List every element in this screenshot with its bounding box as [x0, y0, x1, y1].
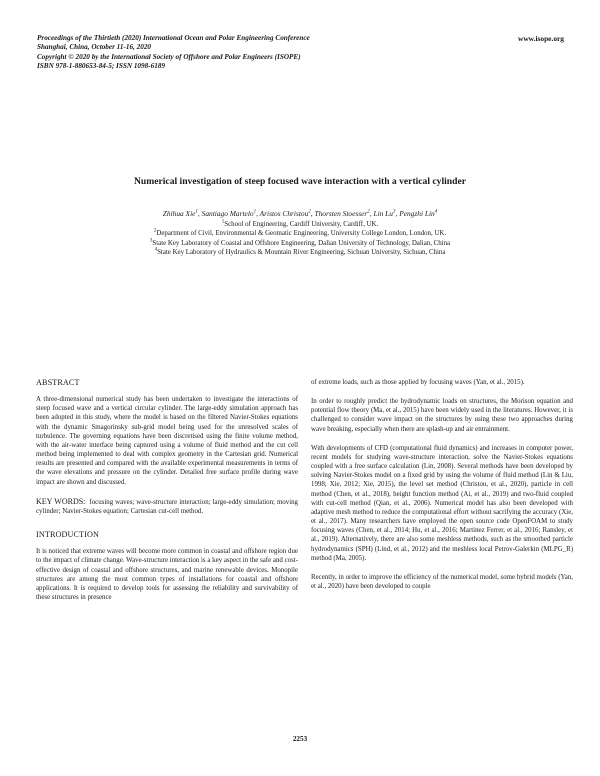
author-list: [0, 209, 600, 218]
right-column: [311, 378, 573, 601]
introduction-paragraph: It is noticed that extreme waves will become more common in coastal and offshore region due to the impact of climate change. Wave-structure interaction is a key aspect in the safe and cost-effective design of coastal and offshore structures, and marine renewable devices. Monopile structures are among the most common types of installations for coastal and offshore applications. It is required to develop tools for assessing the reliability and survivability of these structures in presence: [36, 548, 298, 601]
header-line: Copyright © 2020 by the International Society of Offshore and Polar Engineers (ISOPE): [37, 52, 301, 61]
affiliation: $^3$State Key Laboratory of Coastal and Offshore Engineering, Dalian University of Technology, Dalian, China: [149, 238, 451, 247]
affiliation-list: [0, 220, 600, 257]
author: Pengzhi Lin$^4$: [399, 209, 438, 218]
abstract-text: A three-dimensional numerical study has been undertaken to investigate the interactions of steep focused wave and a vertical circular cylinder. The large-eddy simulation approach has been adopted in this study, where the model is based on the filtered Navier-Stokes equations with the dynamic Smagorinsky sub-grid model being used for the unresolved scales of turbulence. The governing equations have been discretised using the finite volume method, with the air-water interface being captured using a volume of fluid method and the cut cell method being implemented to deal with complex geometry in the Cartesian grid. Numerical results are presented and compared with the available experimental measurements in terms of the wave elevations and pressure on the cylinder. Detailed free surface profile during wave impact are shown and discussed.: [36, 396, 298, 486]
introduction-paragraph: Recently, in order to improve the efficiency of the numerical model, some hybrid models (Yan, et al., 2020) have been developed to couple: [311, 573, 573, 590]
header-line: ISBN 978-1-880653-84-5; ISSN 1098-6189: [37, 62, 165, 71]
affiliation: $^4$State Key Laboratory of Hydraulics & Mountain River Engineering, Sichuan University, Sichuan, China: [154, 247, 446, 256]
keywords-label: KEY WORDS:: [36, 496, 86, 506]
website-link[interactable]: www.isope.org: [518, 34, 564, 43]
introduction-heading: INTRODUCTION: [36, 530, 100, 540]
introduction-paragraph: With developments of CFD (computational fluid dynamics) and increases in computer power, recent models for studying wave-structure interaction, solve the Navier-Stokes equations coupled with a free surface calculation (Lin, 2008). Several methods have been developed by solving Navier-Stokes model on a fixed grid by using the volume of fluid method (Lin & Liu, 1998; Xie, 2012; Xie, 2015), the level set method (Christou, et al., 2020), particle in cell method (Chen, et al., 2018), height function method (Ai, et al., 2019) and two-fluid coupled with cut-cell method (Qian, et al., 2006). Numerical model has also been developed with adaptive mesh method to reduce the computational effort without sacrifying the accuracy (Xie, et al., 2017). Many researchers have employed the open source code OpenFOAM to study focusing waves (Chen, et al., 2014; Hu, et al., 2016; Martinez Ferrer, et al., 2016; Ransley, et al., 2019). Alternatively, there are also some meshless methods, such as the smoothed particle hydrodynamics (SPH) (Lind, et al., 2012) and the meshless local Petrov-Galerkin (MLPG_R) method (Ma, 2005).: [311, 444, 573, 562]
header-line: Shanghai, China, October 11-16, 2020: [37, 43, 152, 52]
page-number: 2253: [292, 735, 308, 743]
affiliation: $^2$Department of Civil, Environmental & Geomatic Engineering, University College London, London, UK.: [153, 229, 447, 238]
introduction-paragraph: of extreme loads, such as those applied by focusing waves (Yan, et al., 2015).: [311, 379, 525, 386]
author: Zhihua Xie$^1$,: [162, 209, 202, 218]
keywords: [36, 497, 298, 516]
affiliation: $^1$School of Engineering, Cardiff University, Cardiff, UK.: [221, 219, 379, 228]
conference-header: [37, 34, 477, 72]
author: Aristos Christou$^2$,: [259, 209, 315, 218]
paper-title: Numerical investigation of steep focused wave interaction with a vertical cylinder: [134, 176, 466, 187]
author: Lin Lu$^3$,: [373, 209, 400, 218]
left-column: [36, 378, 298, 612]
keywords-text: focusing waves; wave-structure interaction; large-eddy simulation; moving cylinder; Navier-Stokes equation; Cartesian cut-cell method.: [36, 498, 299, 515]
header-line: Proceedings of the Thirtieth (2020) International Ocean and Polar Engineering Conference: [37, 34, 310, 42]
author: Santiago Martelo$^1$,: [201, 209, 260, 218]
introduction-paragraph: In order to roughly predict the hydrodynamic loads on structures, the Morison equation and potential flow theory (Ma, et al., 2015) have been widely used in the literatures. However, it is challenged to consider wave impact on the structures by using these two approaches during wave breaking, especially when there are splash-up and air entrainment.: [311, 398, 573, 433]
author: Thorsten Stoesser$^2$,: [314, 209, 374, 218]
abstract-heading: ABSTRACT: [36, 378, 80, 387]
